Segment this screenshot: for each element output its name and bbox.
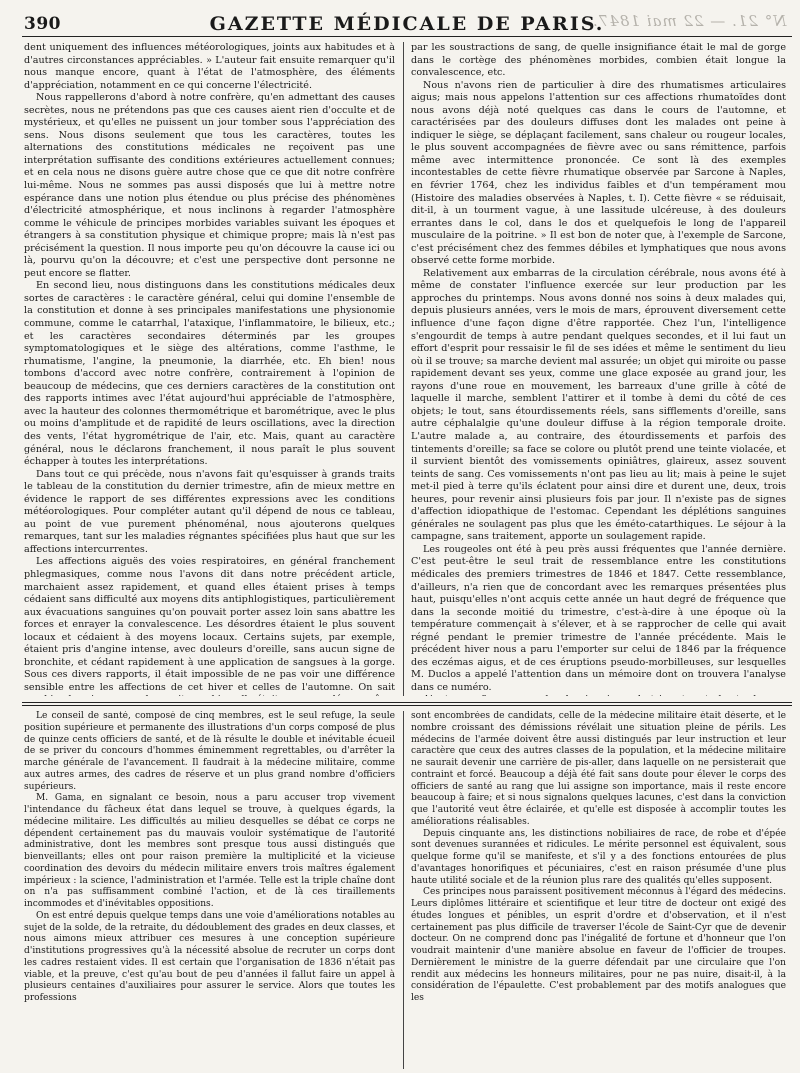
paragraph: Depuis cinquante ans, les distinctions nobiliaires de race, de robe et d'épée sont devenues surannées et ridicules. Le mérite personnel est équivalent, sous quelque forme qu'il se manifeste, et s'il y a des fonctions entourées de plus d'avantages honorifiques et pécuniaires, c'est en raison présumée d'une plus haute utilité sociale et de la réunion plus rare des qualités qu'elles supposent. [411,828,786,886]
paragraph [411,694,786,696]
column-divider [403,42,404,696]
page-number: 390 [24,14,61,34]
paragraph: Les affections aiguës des voies respiratoires, en général franchement phlegmasiques, comme nous l'avons dit dans notre précédent article, marchaient assez rapidement, et quand elles étaient prises à temps cédaient sans difficulté aux moyens dits antiphlogistiques, particulièrement aux évacuations sanguines qu'on pouvait porter assez loin sans abattre les forces et enrayer la convalescence. Les désordres étaient le plus souvent locaux et cédaient à des moyens locaux. Certains sujets, par exemple, étaient pris d'angine intense, avec douleurs d'oreille, sans aucun signe de bronchite, et cédant rapidement à une application de sangsues à la gorge. Sous ces divers rapports, il était impossible de ne pas voir une différence sensible entre les affections de cet hiver et celles de l'automne. On sait [24,556,395,693]
paragraph: Relativement aux embarras de la circulation cérébrale, nous avons été à même de constater l'influence exercée sur leur production par les approches du printemps. Nous avons donné nos soins à deux malades qui, depuis plusieurs années, vers le mois de mars, éprouvent diversement cette influence d'une façon digne d'être rapportée. Chez l'un, l'intelligence s'engourdit de temps à autre pendant quelques secondes, et il lui faut un effort d'esprit pour ressaisir le fil de ses idées et même le sentiment du lieu où il se trouve; sa marche devient mal assurée; un objet qui miroite ou passe rapidement devant ses yeux, comme une glace exposée au grand jour, les rayons d'une roue en mouvement, les barreaux d'une grille à côté de laquelle il marche, semblent l'attirer et il tombe à demi du côté de ces objets; le tout, sans étourdissements réels, sans sifflements d'oreille, sans autre céphalalgie qu'une douleur diffuse à la région temporale droite. L'autre malade a, au contraire, des étourdissements et parfois des tintements d'oreille; sa face se colore ou plutôt prend une teinte violacée, et il survient bientôt des vomissements opiniâtres, glaireux, assez souvent teints de sang. Ces vomissements n'ont pas lieu au lit; mais à peine le sujet met-il pied à terre qu'ils éclatent pour ainsi dire et durent une, deux, trois heures, pour revenir ainsi plusieurs fois par jour. Il n'existe pas de signes d'affection idiopathique de l'estomac. Cependant les déplétions sanguines générales ne soulagent pas plus que les éméto-catarthiques. Le séjour à la campagne, sans traitement, apporte un soulagement rapide. [411,267,786,543]
paragraph: On est entré depuis quelque temps dans une voie d'améliorations notables au sujet de la solde, de la retraite, du dédoublement des grades en deux classes, et nous aimons mieux attribuer ces mesures à une conception supérieure d'institutions progressives qu'à la nécessité absolue de recruter un corps dont les cadres restaient vides. Il est certain que l'organisation de 1836 n'était pas viable, et la preuve, c'est qu'au bout de peu d'années il fallut faire un appel à plusieurs centaines d'auxiliaires pour assurer le service. Alors que toutes les professions [24,910,395,1003]
paragraph: dent uniquement des influences météorologiques, joints aux habitudes et à d'autres circonstances appréciables. » L'auteur fait ensuite remarquer qu'il nous manque encore, quant à l'état de l'atmosphère, des éléments d'appréciation, notamment en ce qui concerne l'électricité. [24,42,395,91]
feuilleton-column-divider [403,711,404,1069]
paragraph: par les soustractions de sang, de quelle insignifiance était le mal de gorge dans le cortège des phénomènes morbides, combien était longue la convalescence, etc. [411,42,786,79]
show-through-date: N° 21. — 22 mai 1847. [591,12,786,30]
paragraph: Dans tout ce qui précède, nous n'avons fait qu'esquisser à grands traits le tableau de la constitution du dernier trimestre, afin de mieux mettre en évidence le rapport de ses différentes expressions avec les conditions météorologiques. Pour compléter autant qu'il dépend de nous ce tableau, au point de vue purement phénoménal, nous ajouterons quelques remarques, tant sur les maladies régnantes spécifiées plus haut que sur les affections intercurrentes. [24,468,395,555]
feuilleton-rule [22,702,792,703]
paragraph: Nous n'avons rien de particulier à dire des rhumatismes articulaires aigus; mais nous appelons l'attention sur ces affections rhumatoïdes dont nous avons déjà noté quelques cas dans le cours de l'automne, et caractérisées par des douleurs diffuses dont les malades ont peine à indiquer le siège, se déplaçant facilement, sans chaleur ou rougeur locales, le plus souvent accompagnées de fièvre avec ou sans rémittence, parfois même avec intermittence prononcée. Ce sont là des exemples incontestables de cette fièvre rhumatique observée par Sarcone à Naples, en février 1764, chez les individus faibles et d'un tempérament mou (Histoire des maladies observées à Naples, t. I). Cette fièvre « se réduisait, dit-il, à un tourment vague, à une lassitude ulcéreuse, à des douleurs errantes dans le col, dans le dos et quelquefois le long de l'appareil musculaire de la poitrine. » Il est bon de noter que, à l'exemple de Sarcone, c'est précisément chez des femmes débiles et lymphatiques que nous avons observé cette forme morbide. [411,79,786,267]
journal-title: GAZETTE MÉDICALE DE PARIS. [209,13,605,35]
feuilleton-rule-thin [22,705,792,706]
paragraph: M. Gama, en signalant ce besoin, nous a paru accuser trop vivement l'intendance du fâcheux état dans lequel se trouve, à quelques égards, la médecine militaire. Les difficultés au milieu desquelles se débat ce corps ne dépendent certainement pas du mauvais vouloir systématique de l'autorité administrative, dont les membres sont presque tous aussi distingués que bienveillants; elles ont pour raison première la multiplicité et la vicieuse coordination des devoirs du médecin militaire envers trois maîtres également impérieux : la science, l'administration et l'armée. Telle est la triple chaîne dont on n'a pas suffisamment combiné l'action, et de là ces tiraillements incommodes et d'inévitables oppositions. [24,793,395,909]
main-left-column [24,42,395,696]
paragraph: En second lieu, nous distinguons dans les constitutions médicales deux sortes de caractères : le caractère général, celui qui domine l'ensemble de la constitution et donne à ses principales manifestations une physionomie commune, comme le catarrhal, l'ataxique, l'inflammatoire, le bilieux, etc.; et les caractères secondaires déterminés par les groupes symptomatologiques et le siège des altérations, comme l'asthme, le rhumatisme, l'angine, la pneumonie, la diarrhée, etc. Eh bien! nous tombons d'accord avec notre confrère, contrairement à l'opinion de beaucoup de médecins, que ces derniers caractères de la constitution ont des rapports intimes avec l'état aujourd'hui appréciable de l'atmosphère, avec la hauteur des colonnes thermométrique et barométrique, avec le plus ou moins d'amplitude et de rapidité de leurs oscillations, avec la direction des vents, l'état hygrométrique de l'air, etc. Mais, quant au caractère général, nous le déclarons franchement, il nous paraît le plus souvent échapper à toutes les interprétations. [24,280,395,468]
page-header [22,10,792,37]
feuilleton-left-column [24,711,395,1069]
feuilleton-right-column [411,711,786,1069]
paragraph: Nous rappellerons d'abord à notre confrère, qu'en admettant des causes secrètes, nous ne prétendons pas que ces causes aient rien d'occulte et de mystérieux, et qu'elles ne puissent un jour tomber sous l'appréciation des sens. Nous disons seulement que tous les caractères, toutes les alternations des constitutions médicales ne reçoivent pas une interprétation suffisante des conditions extérieures actuellement connues; et en cela nous ne disons guère autre chose que ce que dit notre confrère lui-même. Nous ne sommes pas aussi disposés que lui à mettre notre espérance dans une notion plus étendue ou plus précise des phénomènes d'électricité atmosphérique, et nous inclinons à regarder l'atmosphère comme le véhicule de principes morbides variables suivant les époques et étrangers à sa constitution physique et chimique propre; mais là n'est pas précisément la question. Il nous importe peu qu'on découvre la cause ici ou là, pourvu qu'on la découvre; et c'est une perspective dont personne ne peut encore se flatter. [24,92,395,279]
paragraph: sont encombrées de candidats, celle de la médecine militaire était déserte, et le nombre croissant des démissions révélait une situation pleine de périls. Les médecins de l'armée doivent être aussi distingués par leur instruction et leur caractère que ceux des autres classes de la population, et la médecine militaire ne saurait devenir une carrière de pis-aller, dans laquelle on ne persisterait que contraint et forcé. Beaucoup a déjà été fait sans doute pour élever le corps des officiers de santé au rang que lui assigne son importance, mais il reste encore beaucoup à faire; et si nous signalons quelques lacunes, c'est dans la conviction que l'autorité veut être éclairée, et qu'elle est disposée à accomplir toutes les améliorations réalisables. [411,711,786,827]
paragraph: Ces principes nous paraissent positivement méconnus à l'égard des médecins. Leurs diplômes littéraire et scientifique et leur titre de docteur ont exigé des études longues et pénibles, un esprit d'ordre et d'observation, et il n'est certainement pas plus difficile de traverser l'école de Saint-Cyr que de devenir docteur. On ne comprend donc pas l'inégalité de fortune et d'honneur que l'on voudrait maintenir d'une manière absolue en faveur de l'officier de troupes. Dernièrement le ministre de la guerre défendait par une circulaire que l'on rendit aux médecins les honneurs militaires, pour ne pas nuire, disait-il, à la considération de l'épaulette. C'est probablement par des motifs analogues que les [411,887,786,1003]
paragraph: Les rougeoles ont été à peu près aussi fréquentes que l'année dernière. C'est peut-être le seul trait de ressemblance entre les constitutions médicales des premiers trimestres de 1846 et 1847. Cette ressemblance, d'ailleurs, n'a rien que de concordant avec les remarques présentées plus haut, puisqu'elles n'ont acquis cette année un haut degré de fréquence que dans la seconde moitié du trimestre, c'est-à-dire à une époque où la température commençait à s'élever, et à se rapprocher de celle qui avait régné pendant le premier trimestre de l'année précédente. Mais le précédent hiver nous a paru l'emporter sur celui de 1846 par la fréquence des eczémas aigus, et de ces éruptions pseudo-morbilleuses, sur lesquelles M. Duclos a appelé l'attention dans un mémoire dont on trouvera l'analyse dans ce numéro. [411,543,786,693]
main-right-column [411,42,786,696]
paragraph: Le conseil de santé, composé de cinq membres, est le seul refuge, la seule position supérieure et permanente des illustrations d'un corps composé de plus de quinze cents officiers de santé, et de là résulte le double et inévitable écueil de se priver du concours d'hommes éminemment regrettables, ou d'arrêter la marche générale de l'avancement. Il faudrait à la médecine militaire, comme aux autres armes, des cadres de réserve et un plus grand nombre d'officiers supérieurs. [24,711,395,792]
